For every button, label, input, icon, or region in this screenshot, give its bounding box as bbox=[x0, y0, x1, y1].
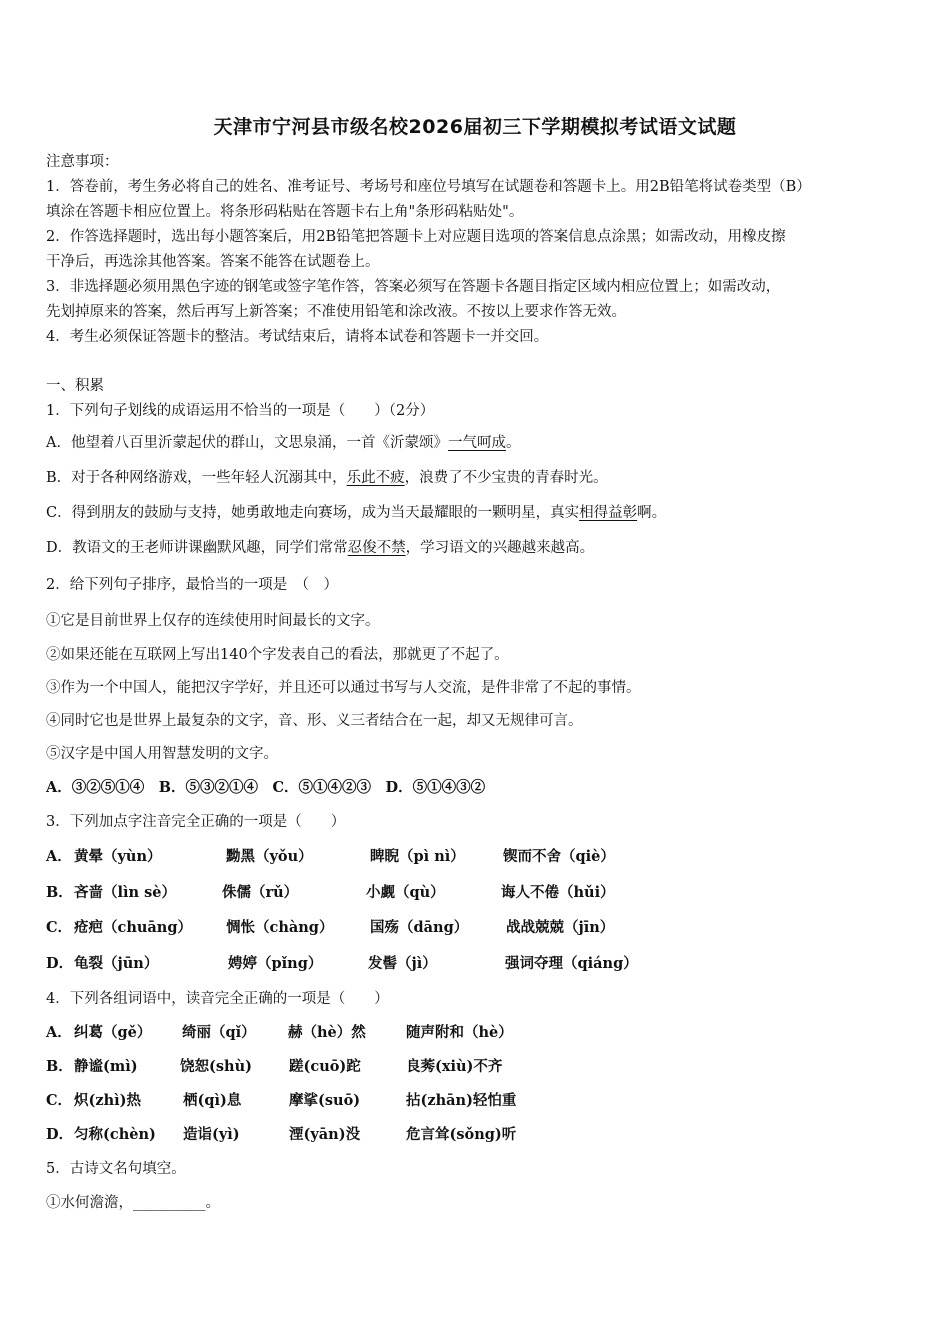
underlined-idiom: 相得益彰 bbox=[579, 505, 638, 521]
q3-d-item4: 强词夺理（qiáng） bbox=[505, 955, 638, 972]
q4-stem: 4．下列各组词语中，读音完全正确的一项是（ ） bbox=[46, 991, 389, 1007]
q1-stem: 1．下列句子划线的成语运用不恰当的一项是（ ）（2分） bbox=[46, 403, 435, 419]
q3-b-item2: 侏儒（rǔ） bbox=[222, 884, 299, 901]
notice-line: 2．作答选择题时，选出每小题答案后，用2B铅笔把答题卡上对应题目选项的答案信息点涂黑；如需改动，用橡皮擦 bbox=[46, 229, 786, 245]
q3-a-item3: 睥睨（pì nì） bbox=[370, 848, 465, 865]
notice-line: 4．考生必须保证答题卡的整洁。考试结束后，请将本试卷和答题卡一并交回。 bbox=[46, 329, 549, 345]
q3-b-item3: 小觑（qù） bbox=[366, 884, 445, 901]
q2-sentence: ①它是目前世界上仅存的连续使用时间最长的文字。 bbox=[46, 613, 380, 629]
q3-c-item3: 国殇（dāng） bbox=[370, 919, 469, 936]
q3-d-item1: 龟裂（jūn） bbox=[74, 955, 159, 972]
q4-d-item4: 危言耸(sǒng)听 bbox=[406, 1126, 517, 1143]
option-label: A． bbox=[46, 848, 72, 865]
q1-option-b bbox=[46, 468, 608, 488]
q1-option-a bbox=[46, 433, 520, 453]
q4-b-item2: 饶恕(shù) bbox=[180, 1058, 252, 1075]
underlined-idiom: 乐此不疲 bbox=[346, 470, 405, 486]
q3-d-item2: 娉婷（pǐng） bbox=[228, 955, 323, 972]
q1-option-c bbox=[46, 503, 666, 523]
q3-d-item3: 发髻（jì） bbox=[368, 955, 437, 972]
notice-line: 1．答卷前，考生务必将自己的姓名、准考证号、考场号和座位号填写在试题卷和答题卡上。用2B铅笔将试卷类型（B） bbox=[46, 179, 811, 195]
notice-line: 填涂在答题卡相应位置上。将条形码粘贴在答题卡右上角"条形码粘贴处"。 bbox=[46, 204, 524, 220]
q4-a-item3: 赫（hè）然 bbox=[288, 1024, 366, 1041]
q4-c-item2: 栖(qì)息 bbox=[183, 1092, 242, 1109]
q3-stem: 3．下列加点字注音完全正确的一项是（ ） bbox=[46, 814, 346, 830]
option-text: ，学习语文的兴趣越来越高。 bbox=[405, 540, 595, 556]
q4-a-item4: 随声附和（hè） bbox=[406, 1024, 513, 1041]
option-label: B． bbox=[46, 884, 73, 901]
underlined-idiom: 一气呵成 bbox=[447, 435, 506, 451]
notice-line: 先划掉原来的答案，然后再写上新答案；不准使用铅笔和涂改液。不按以上要求作答无效。 bbox=[46, 304, 626, 320]
page-title: 天津市宁河县市级名校2026届初三下学期模拟考试语文试题 bbox=[213, 116, 737, 138]
option-label: C． bbox=[46, 919, 73, 936]
notice-line: 3．非选择题必须用黑色字迹的钢笔或签字笔作答，答案必须写在答题卡各题目指定区域内相应位置上；如需改动， bbox=[46, 279, 781, 295]
q3-b-item1: 吝啬（lìn sè） bbox=[74, 884, 176, 901]
q2-options: A．③②⑤①④ B．⑤③②①④ C．⑤①④②③ D．⑤①④③② bbox=[46, 779, 486, 796]
underlined-idiom: 忍俊不禁 bbox=[347, 540, 406, 556]
q3-c-item4: 战战兢兢（jīn） bbox=[506, 919, 615, 936]
q3-a-item2: 黝黑（yǒu） bbox=[226, 848, 313, 865]
q4-a-item1: 纠葛（gě） bbox=[74, 1024, 152, 1041]
q4-d-item2: 造诣(yì) bbox=[183, 1126, 240, 1143]
option-text: C．得到朋友的鼓励与支持，她勇敢地走向赛场，成为当天最耀眼的一颗明星，真实 bbox=[46, 505, 580, 521]
answer-blank[interactable]: __________ bbox=[133, 1195, 206, 1211]
notice-heading: 注意事项： bbox=[46, 154, 119, 170]
option-label: D． bbox=[46, 955, 74, 972]
q4-b-item1: 静谧(mì) bbox=[74, 1058, 138, 1075]
q2-stem: 2．给下列句子排序，最恰当的一项是 （ ） bbox=[46, 577, 338, 593]
option-text: 。 bbox=[505, 435, 521, 451]
q4-c-item1: 炽(zhì)热 bbox=[74, 1092, 142, 1109]
q3-c-item1: 疮疤（chuāng） bbox=[74, 919, 192, 936]
q3-a-item1: 黄晕（yùn） bbox=[74, 848, 162, 865]
q4-d-item1: 匀称(chèn) bbox=[74, 1126, 156, 1143]
q3-b-item4: 诲人不倦（hǔi） bbox=[501, 884, 615, 901]
q4-b-item4: 良莠(xiù)不齐 bbox=[406, 1058, 503, 1075]
sentence-text: 。 bbox=[205, 1195, 220, 1211]
option-text: A．他望着八百里沂蒙起伏的群山，文思泉涌，一首《沂蒙颂》 bbox=[46, 435, 448, 451]
option-text: 啊。 bbox=[637, 505, 667, 521]
q4-d-item3: 湮(yān)没 bbox=[289, 1126, 361, 1143]
q4-c-item3: 摩挲(suō) bbox=[289, 1092, 361, 1109]
q2-sentence: ④同时它也是世界上最复杂的文字，音、形、义三者结合在一起，却又无规律可言。 bbox=[46, 713, 583, 729]
q4-c-item4: 拈(zhān)轻怕重 bbox=[406, 1092, 517, 1109]
option-label: D． bbox=[46, 1126, 74, 1143]
option-text: B．对于各种网络游戏，一些年轻人沉溺其中， bbox=[46, 470, 347, 486]
option-text: D．教语文的王老师讲课幽默风趣，同学们常常 bbox=[46, 540, 348, 556]
option-text: ，浪费了不少宝贵的青春时光。 bbox=[404, 470, 608, 486]
notice-line: 干净后，再选涂其他答案。答案不能答在试题卷上。 bbox=[46, 254, 380, 270]
q5-stem: 5．古诗文名句填空。 bbox=[46, 1161, 186, 1177]
q4-b-item3: 蹉(cuō)跎 bbox=[289, 1058, 361, 1075]
q2-sentence: ③作为一个中国人，能把汉字学好，并且还可以通过书写与人交流，是件非常了不起的事情。 bbox=[46, 680, 641, 696]
q2-sentence: ②如果还能在互联网上写出140个字发表自己的看法，那就更了不起了。 bbox=[46, 647, 509, 663]
q3-c-item2: 惆怅（chàng） bbox=[226, 919, 334, 936]
q5-sentence bbox=[46, 1193, 220, 1213]
q1-option-d bbox=[46, 538, 594, 558]
option-label: C． bbox=[46, 1092, 73, 1109]
option-label: B． bbox=[46, 1058, 73, 1075]
option-label: A． bbox=[46, 1024, 72, 1041]
q4-a-item2: 绮丽（qǐ） bbox=[182, 1024, 256, 1041]
section-heading: 一、积累 bbox=[46, 378, 104, 394]
q2-sentence: ⑤汉字是中国人用智慧发明的文字。 bbox=[46, 746, 278, 762]
sentence-text: ①水何澹澹， bbox=[46, 1195, 133, 1211]
q3-a-item4: 锲而不舍（qiè） bbox=[503, 848, 615, 865]
